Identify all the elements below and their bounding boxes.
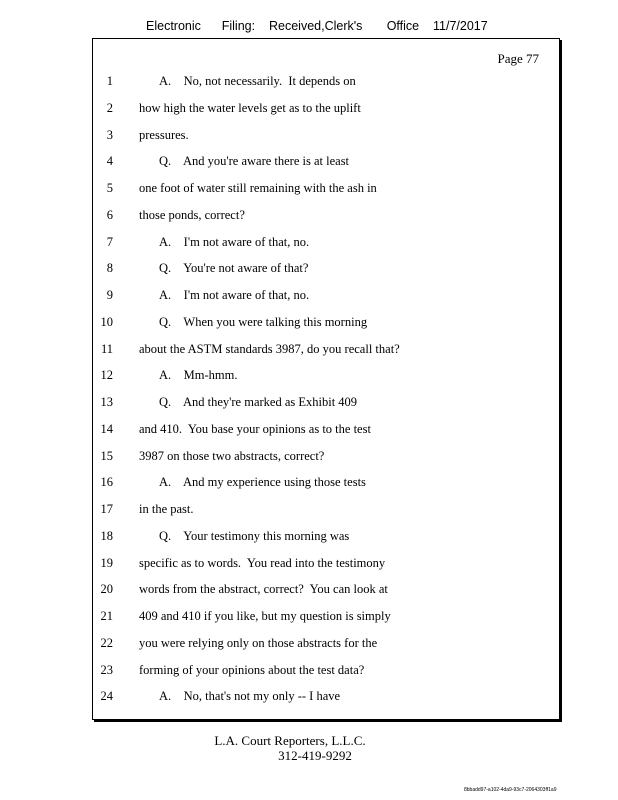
line-number: 22 <box>100 635 113 650</box>
line-text: 409 and 410 if you like, but my question is simply <box>139 609 391 623</box>
line-text: and 410. You base your opinions as to the test <box>139 421 371 436</box>
transcript-lines <box>93 73 559 715</box>
line-number: 17 <box>100 502 113 516</box>
line-number: 5 <box>106 181 113 195</box>
line-text: you were relying only on those abstracts for the <box>139 635 378 650</box>
line-number: 19 <box>100 555 113 570</box>
filing-stamp-word-3: Received,Clerk's <box>268 19 363 33</box>
line-number: 6 <box>106 207 113 222</box>
line-text: in the past. <box>139 502 194 516</box>
line-text: A. Mm-hmm. <box>159 368 238 383</box>
line-number: 14 <box>100 421 113 436</box>
line-number: 7 <box>106 234 113 249</box>
filing-stamp <box>146 19 488 33</box>
line-text: Q. And you're aware there is at least <box>159 154 350 169</box>
line-number: 18 <box>100 528 113 543</box>
transcript-line <box>93 474 559 501</box>
line-text: those ponds, correct? <box>139 207 245 222</box>
line-number: 10 <box>100 314 113 329</box>
transcript-line <box>93 287 559 314</box>
line-text: Q. And they're marked as Exhibit 409 <box>159 395 358 409</box>
reporter-company: L.A. Court Reporters, L.L.C. <box>214 733 366 748</box>
transcript-line <box>93 555 559 582</box>
transcript-line <box>93 100 559 127</box>
line-text: forming of your opinions about the test data? <box>139 662 365 677</box>
transcript-page <box>92 38 560 720</box>
line-number: 1 <box>106 74 113 88</box>
transcript-line <box>93 688 559 715</box>
line-text: 3987 on those two abstracts, correct? <box>139 448 325 463</box>
line-number: 13 <box>100 395 113 409</box>
line-number: 24 <box>100 689 113 704</box>
page-number: Page 77 <box>497 51 539 66</box>
line-number: 23 <box>100 662 113 677</box>
line-text: how high the water levels get as to the uplift <box>139 100 361 115</box>
line-text: Q. Your testimony this morning was <box>159 528 350 543</box>
line-text: A. No, not necessarily. It depends on <box>159 74 356 88</box>
filing-stamp-word-2: Filing: <box>221 19 256 33</box>
line-text: about the ASTM standards 3987, do you recall that? <box>139 341 400 356</box>
transcript-line <box>93 153 559 180</box>
transcript-line <box>93 608 559 635</box>
line-text: A. I'm not aware of that, no. <box>159 234 310 249</box>
transcript-line <box>93 448 559 475</box>
transcript-line <box>93 260 559 287</box>
transcript-line <box>93 73 559 100</box>
line-number: 8 <box>106 261 113 276</box>
transcript-line <box>93 341 559 368</box>
transcript-line <box>93 180 559 207</box>
transcript-line <box>93 421 559 448</box>
line-text: specific as to words. You read into the testimony <box>139 555 386 570</box>
transcript-line <box>93 207 559 234</box>
document-id: 8bbadd97-a102-4da9-93c7-2064303ff1a9 <box>464 787 557 793</box>
filing-stamp-word-1: Electronic <box>146 19 201 33</box>
filing-stamp-word-5: 11/7/2017 <box>433 19 488 33</box>
line-number: 15 <box>100 448 113 463</box>
transcript-line <box>93 314 559 341</box>
line-text: A. And my experience using those tests <box>159 475 366 490</box>
transcript-line <box>93 581 559 608</box>
line-number: 4 <box>106 154 113 169</box>
line-number: 11 <box>100 341 113 356</box>
line-text: Q. When you were talking this morning <box>159 314 368 329</box>
line-text: A. No, that's not my only -- I have <box>159 689 341 704</box>
transcript-line <box>93 367 559 394</box>
line-number: 12 <box>100 368 113 383</box>
transcript-line <box>93 662 559 689</box>
line-text: Q. You're not aware of that? <box>159 261 309 276</box>
reporter-phone: 312-419-9292 <box>278 748 352 763</box>
transcript-line <box>93 528 559 555</box>
line-number: 21 <box>100 609 113 623</box>
line-text: words from the abstract, correct? You can look at <box>139 582 388 597</box>
line-number: 2 <box>106 100 113 115</box>
transcript-line <box>93 501 559 528</box>
line-text: pressures. <box>139 127 189 142</box>
line-number: 9 <box>106 288 113 302</box>
transcript-line <box>93 127 559 154</box>
line-number: 20 <box>100 582 113 597</box>
transcript-line <box>93 635 559 662</box>
transcript-line <box>93 234 559 261</box>
filing-stamp-word-4: Office <box>386 19 420 33</box>
line-number: 16 <box>100 475 113 490</box>
line-text: one foot of water still remaining with the ash in <box>139 181 377 195</box>
line-number: 3 <box>106 127 113 142</box>
transcript-line <box>93 394 559 421</box>
line-text: A. I'm not aware of that, no. <box>159 288 310 302</box>
